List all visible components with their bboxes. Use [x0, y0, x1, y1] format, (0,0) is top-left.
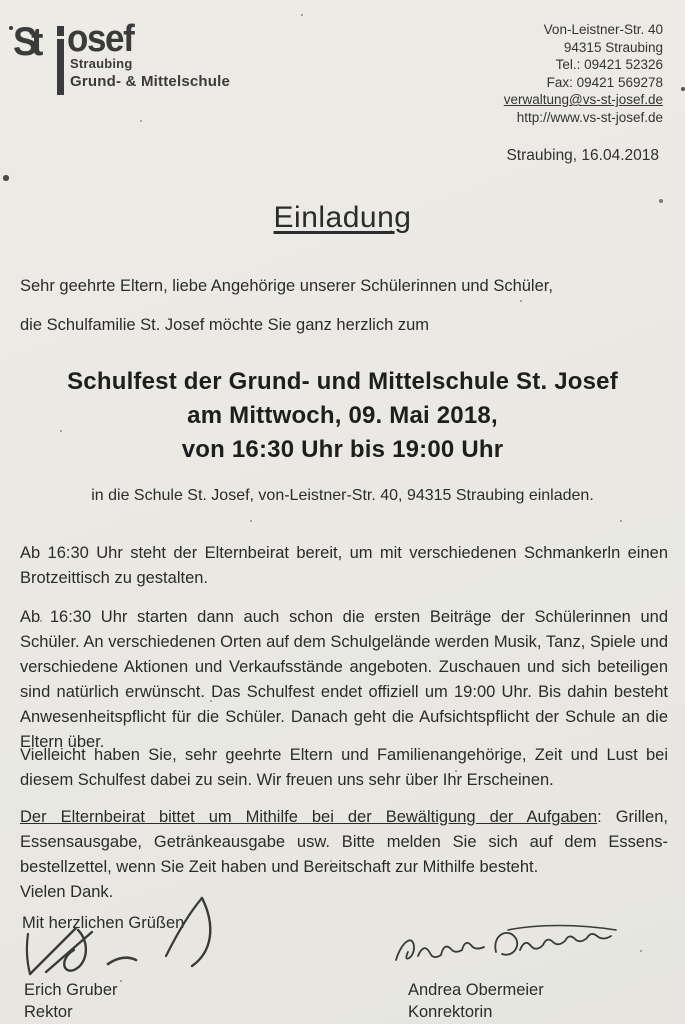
event-time: von 16:30 Uhr bis 19:00 Uhr [181, 436, 504, 463]
logo-j-stem [57, 39, 64, 95]
logo-city-label: Straubing [70, 56, 133, 71]
contact-fax: Fax: 09421 569278 [546, 74, 663, 90]
contact-street: Von-Leistner-Str. 40 [543, 22, 663, 37]
signer-left-role: Rektor [24, 1003, 73, 1021]
scan-noise-specks [0, 0, 2, 2]
thanks-line: Vielen Dank. [20, 883, 114, 901]
signer-right-role: Konrektorin [408, 1003, 493, 1021]
event-announcement [0, 365, 685, 467]
paragraph-program: Ab 16:30 Uhr starten dann auch schon die ersten Beiträge der Schülerinnen und Schüler. An verschiedenen Orten auf dem Schulgelände werden Musik, Tanz, Spiele und verschiedene Aktionen und Verkaufsstände angeboten. Zuschauen und sich beteiligen sind natürlich erwünscht. Das Schulfest endet offiziell um 19:00 Uhr. Bis dahin besteht Anwesenheitspflicht für die Schüler. Danach geht die Aufsichtspflicht der Schule an die Eltern über. [20, 608, 668, 751]
contact-website: http://www.vs-st-josef.de [516, 109, 663, 125]
closing-phrase: Mit herzlichen Grüßen [22, 914, 185, 932]
event-date: am Mittwoch, 09. Mai 2018, [187, 402, 498, 429]
intro-line: die Schulfamilie St. Josef möchte Sie ganz herzlich zum [20, 316, 430, 334]
school-logo [13, 18, 243, 100]
signer-right [408, 979, 544, 1023]
logo-wordmark-osef: osef [67, 18, 134, 60]
salutation: Sehr geehrte Eltern, liebe Angehörige unserer Schülerinnen und Schüler, [20, 277, 553, 295]
andrea-obermeier-signature [388, 922, 628, 972]
signer-left-name: Erich Gruber [24, 981, 118, 999]
venue-line: in die Schule St. Josef, von-Leistner-Str. 40, 94315 Straubing einladen. [91, 487, 594, 504]
paragraph-buffet: Ab 16:30 Uhr steht der Elternbeirat bereit, um mit verschiedenen Schmankerln einen Brotzeittisch zu gestalten. [20, 544, 668, 587]
contact-city: 94315 Straubing [563, 39, 663, 55]
contact-block [504, 21, 663, 126]
event-title: Schulfest der Grund- und Mittelschule St. Josef [67, 368, 618, 395]
contact-email: verwaltung@vs-st-josef.de [503, 92, 663, 107]
paragraph-invitation: Vielleicht haben Sie, sehr geehrte Eltern und Familienangehörige, Zeit und Lust bei diesem Schulfest dabei zu sein. Wir freuen uns sehr über Ihr Erscheinen. [20, 746, 668, 789]
contact-phone: Tel.: 09421 52326 [555, 57, 663, 72]
help-request-rest: : Grillen, Essensausgabe, Getränkeausgabe usw. Bitte melden Sie sich auf dem Essens-bestellzettel, wenn Sie Zeit haben und Bereitschaft zur Mithilfe besteht. [20, 808, 668, 876]
logo-schooltype-label: Grund- & Mittelschule [70, 73, 231, 90]
letter-title-text: Einladung [273, 201, 412, 234]
dateline: Straubing, 16.04.2018 [506, 147, 659, 164]
logo-wordmark-st: St [13, 20, 37, 64]
letter-title [0, 201, 685, 235]
signer-left [24, 979, 118, 1023]
logo-j-dot [57, 26, 64, 36]
erich-gruber-signature [16, 886, 226, 986]
signer-right-name: Andrea Obermeier [408, 981, 544, 999]
help-request-underlined: Der Elternbeirat bittet um Mithilfe bei der Bewältigung der Aufgaben [20, 808, 598, 826]
